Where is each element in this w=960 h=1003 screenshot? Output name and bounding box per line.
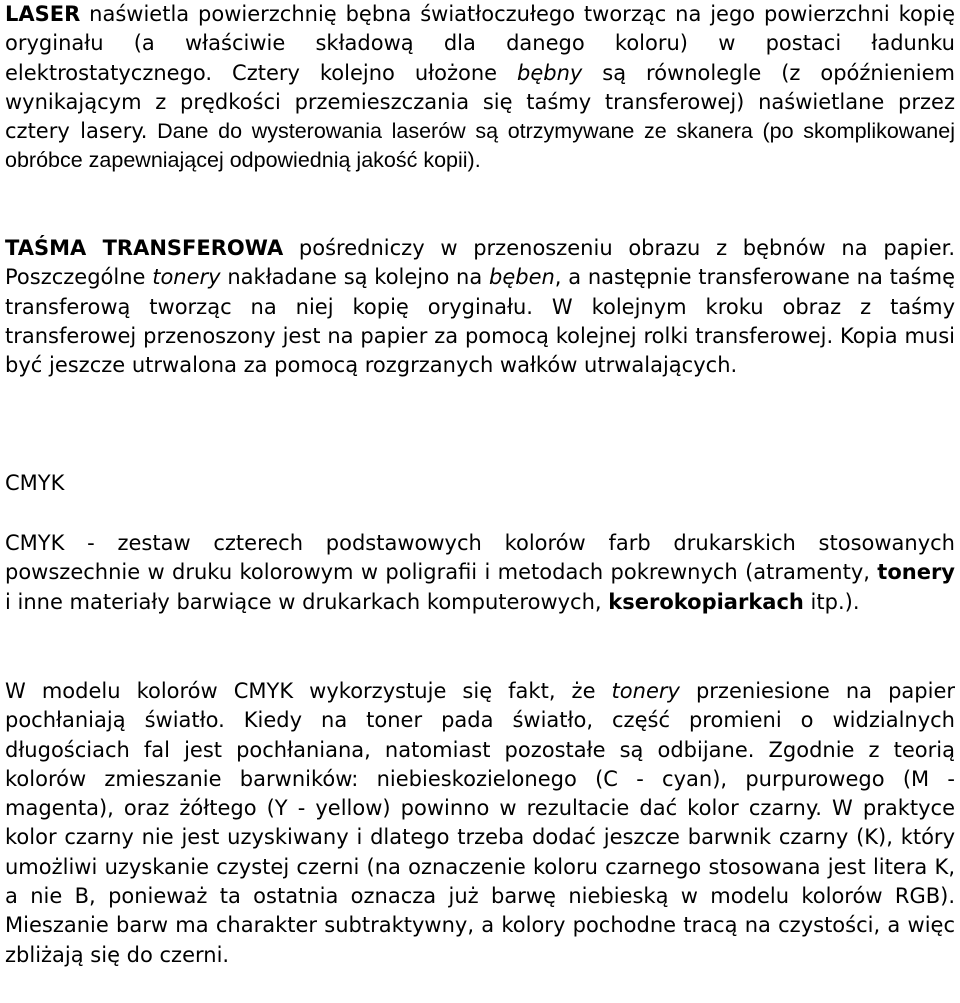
cmyk-definition-paragraph <box>5 529 955 617</box>
laser-text-2: są równolegle (z opóźnieniem wynikającym z prędkości przemieszczania się taśmy transferowej) naświetlane przez cztery lasery. <box>5 60 955 144</box>
cmyk-model-text-1: W modelu kolorów CMYK wykorzystuje się fakt, że <box>5 679 612 703</box>
cmyk-model-text-2: przeniesione na papier pochłaniają światło. Kiedy na toner pada światło, część promieni o widzialnych długościach fal jest pochłaniana, natomiast pozostałe są odbijane. Zgodnie z teorią kolorów zmieszanie barwników: niebieskozielonego (C - cyan), purpurowego (M - magenta), oraz żółtego (Y - yellow) powinno w rezultacie dać kolor czarny. W praktyce kolor czarny nie jest uzyskiwany i dlatego trzeba dodać jeszcze barwnik czarny (K), który umożliwi uzyskanie czystej czerni (na oznaczenie koloru czarnego stosowana jest litera K, a nie B, ponieważ ta ostatnia oznacza już barwę niebieską w modelu kolorów RGB). Mieszanie barw ma charakter subtraktywny, a kolory pochodne tracą na czystości, a więc zbliżają się do czerni. <box>5 679 955 967</box>
laser-paragraph <box>5 0 955 176</box>
tasma-term: TAŚMA TRANSFEROWA <box>5 236 284 260</box>
cmyk-heading: CMYK <box>5 471 65 495</box>
tasma-text-1: pośredniczy w przenoszeniu obrazu z bębnów na papier. Poszczególne <box>5 236 955 290</box>
cmyk-model-italic-tonery: tonery <box>611 679 680 703</box>
cmyk-def-text-2: i inne materiały barwiące w drukarkach komputerowych, <box>5 589 609 614</box>
laser-text-1: naświetla powierzchnię bębna światłoczułego tworząc na jego powierzchni kopię oryginału (a właściwie składową dla danego koloru) w postaci ładunku elektrostatycznego. Cztery kolejno ułożone <box>5 2 955 85</box>
cmyk-def-bold-kserokopiarkach: kserokopiarkach <box>608 589 804 614</box>
cmyk-def-bold-tonery: tonery <box>877 560 955 585</box>
tasma-italic-beben: bęben <box>488 265 555 290</box>
laser-text-3: Dane do wysterowania laserów są otrzymywane ze skanera (po skomplikowanej obróbce zapewniającej odpowiednią jakość kopii). <box>5 119 955 173</box>
laser-italic-bebny: bębny <box>517 60 583 85</box>
tasma-italic-tonery: tonery <box>152 265 221 290</box>
tasma-text-2: nakładane są kolejno na <box>220 265 489 290</box>
cmyk-model-paragraph <box>5 677 955 970</box>
tasma-paragraph <box>5 234 955 380</box>
cmyk-def-text-3: itp.). <box>803 589 860 614</box>
laser-term: LASER <box>5 2 81 26</box>
cmyk-def-text-1: CMYK - zestaw czterech podstawowych kolorów farb drukarskich stosowanych powszechnie w druku kolorowym w poligrafii i metodach pokrewnych (atramenty, <box>5 531 955 585</box>
tasma-text-3: , a następnie transferowane na taśmę transferową tworząc na niej kopię oryginału. W kolejnym kroku obraz z taśmy transferowej przenoszony jest na papier za pomocą kolejnej rolki transferowej. Kopia musi być jeszcze utrwalona za pomocą rozgrzanych wałków utrwalających. <box>5 265 955 378</box>
